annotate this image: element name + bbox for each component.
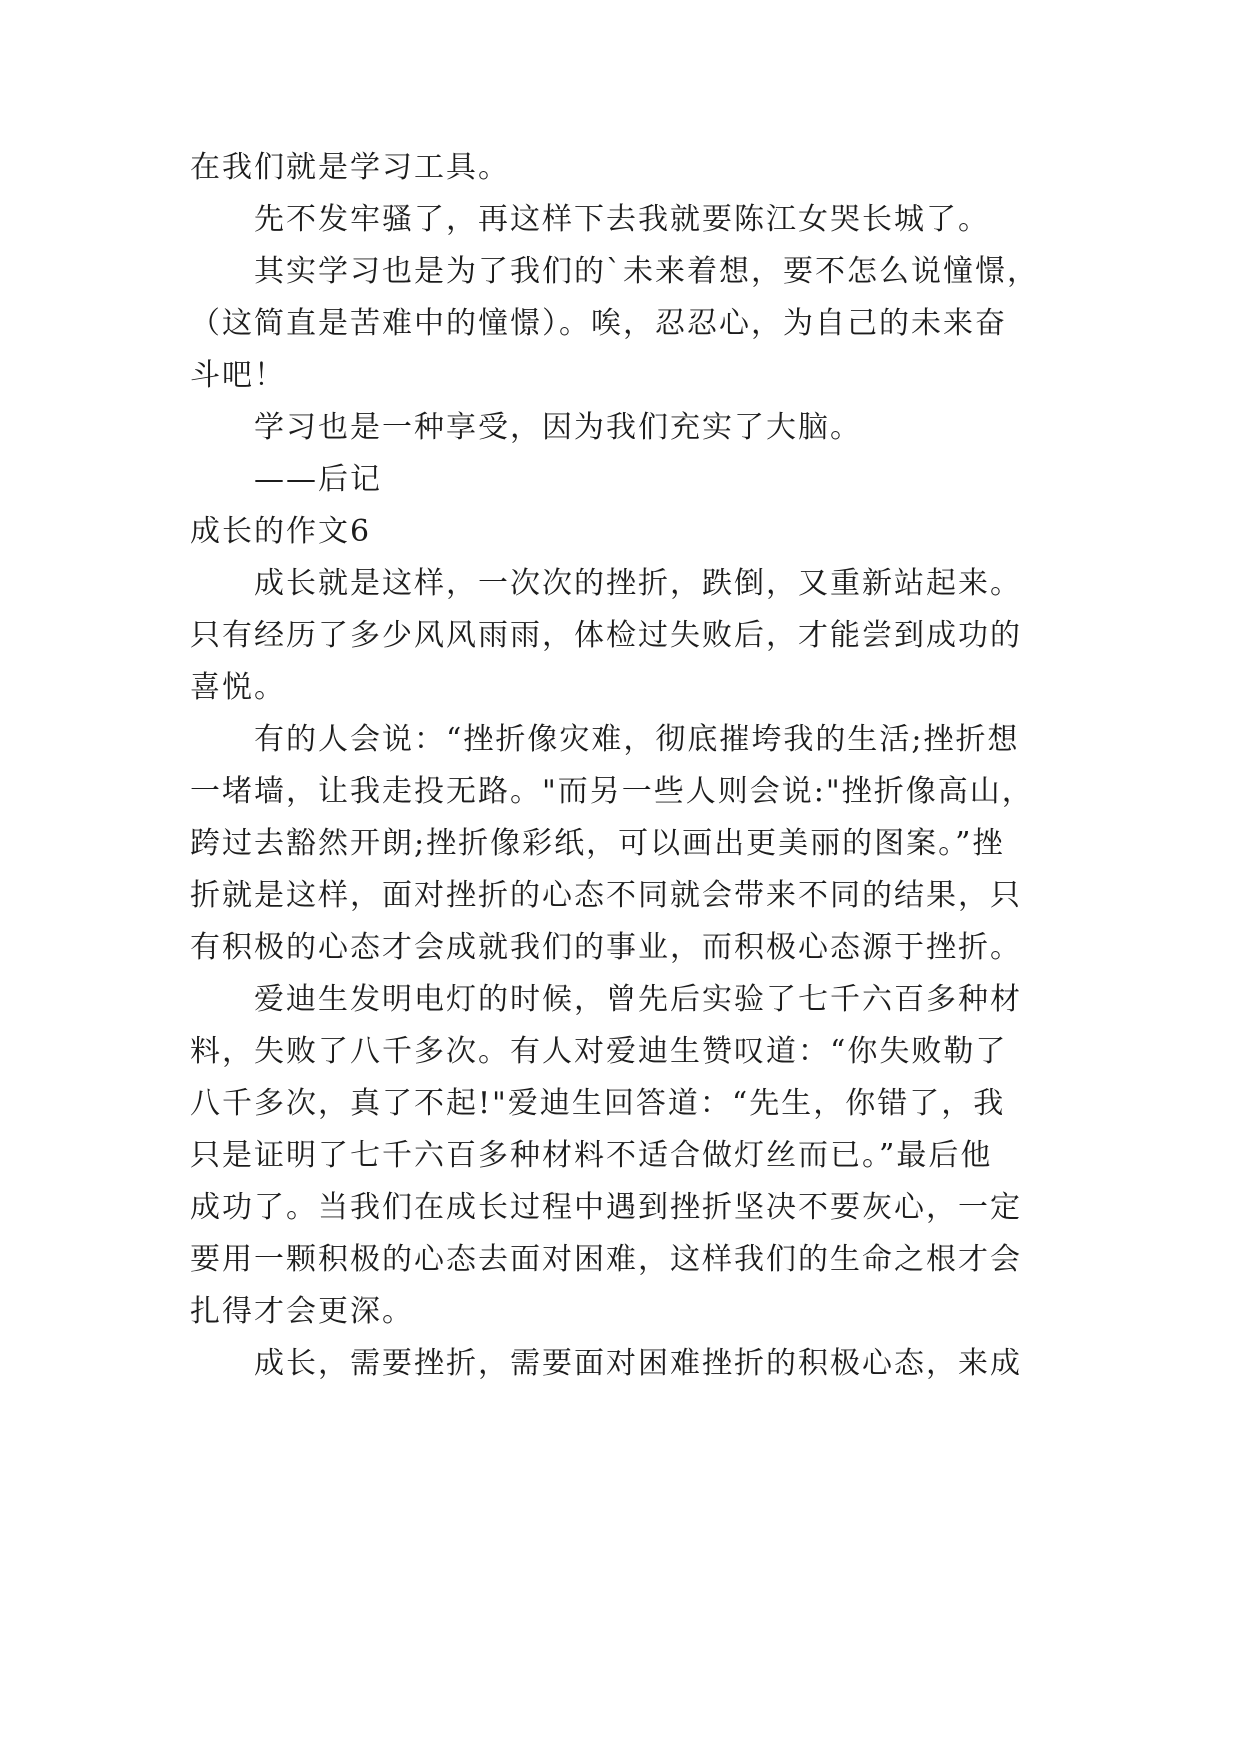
text-line: 有的人会说：“挫折像灾难，彻底摧垮我的生活;挫折想	[254, 722, 1020, 757]
text-line: 要用一颗积极的心态去面对困难，这样我们的生命之根才会	[190, 1242, 1022, 1277]
text-line: 成长，需要挫折，需要面对困难挫折的积极心态，来成	[254, 1346, 1022, 1381]
text-line: 学习也是一种享受，因为我们充实了大脑。	[254, 410, 862, 445]
text-line: 爱迪生发明电灯的时候，曾先后实验了七千六百多种材	[254, 982, 1022, 1017]
text-line: 八千多次，真了不起!"爱迪生回答道：“先生，你错了，我	[190, 1086, 1006, 1121]
text-line: 折就是这样，面对挫折的心态不同就会带来不同的结果，只	[190, 878, 1022, 913]
text-line: 有积极的心态才会成就我们的事业，而积极心态源于挫折。	[190, 930, 1022, 965]
afterword-signature: ——后记	[254, 462, 382, 497]
text-line: 料，失败了八千多次。有人对爱迪生赞叹道：“你失败勒了	[190, 1034, 1008, 1069]
text-line: 斗吧！	[190, 358, 286, 393]
text-line: 只是证明了七千六百多种材料不适合做灯丝而已。”最后他	[190, 1138, 993, 1173]
section-title: 成长的作文6	[190, 514, 372, 549]
text-line: 喜悦。	[190, 670, 286, 705]
text-line: （这简直是苦难中的憧憬）。唉，忍忍心，为自己的未来奋	[190, 306, 1007, 341]
text-line: 先不发牢骚了，再这样下去我就要陈江女哭长城了。	[254, 202, 990, 237]
text-line: 跨过去豁然开朗;挫折像彩纸，可以画出更美丽的图案。”挫	[190, 826, 1005, 861]
text-line: 一堵墙，让我走投无路。"而另一些人则会说:"挫折像高山，	[190, 774, 1034, 809]
text-line: 扎得才会更深。	[190, 1294, 414, 1329]
text-line: 只有经历了多少风风雨雨，体检过失败后，才能尝到成功的	[190, 618, 1022, 653]
text-line: 其实学习也是为了我们的`未来着想，要不怎么说憧憬，	[254, 254, 1039, 289]
text-line: 成功了。当我们在成长过程中遇到挫折坚决不要灰心，一定	[190, 1190, 1022, 1225]
text-line: 在我们就是学习工具。	[190, 150, 510, 185]
text-line: 成长就是这样，一次次的挫折，跌倒，又重新站起来。	[254, 566, 1022, 601]
